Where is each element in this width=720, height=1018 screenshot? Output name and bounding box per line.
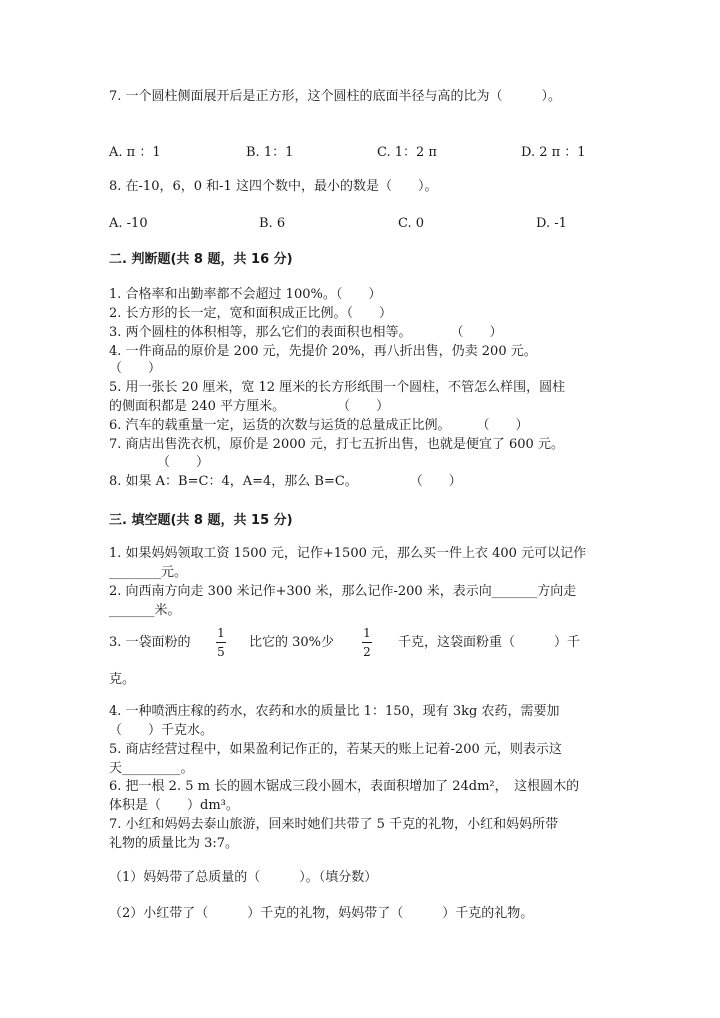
judge-3: 3. 两个圆柱的体积相等，那么它们的表面积也相等。 （ ） xyxy=(109,325,503,340)
fraction-bar xyxy=(216,642,226,643)
q8-stem: 8. 在-10，6，0 和-1 这四个数中，最小的数是（ ）。 xyxy=(109,179,438,194)
fill-4-cont: （ ）千克水。 xyxy=(109,723,214,738)
fraction-bar xyxy=(362,642,372,643)
fill-1: 1. 如果妈妈领取工资 1500 元，记作+1500 元，那么买一件上衣 400 元可以记作 xyxy=(109,546,587,561)
judge-5: 5. 用一张长 20 厘米，宽 12 厘米的长方形纸围一个圆柱，不管怎么样围，圆柱 xyxy=(109,380,566,395)
judge-6: 6. 汽车的载重量一定，运货的次数与运货的总量成正比例。 （ ） xyxy=(109,418,529,433)
fill-2-cont: _______米。 xyxy=(109,603,181,618)
fill-3-part3: 千克，这袋面粉重（ ）千 xyxy=(398,635,581,650)
q8-option-c: C. 0 xyxy=(398,216,425,231)
fraction-one-half xyxy=(362,626,372,659)
fill-6-cont: 体积是（ ）dm³。 xyxy=(109,798,239,813)
fill-2: 2. 向西南方向走 300 米记作+300 米，那么记作-200 米，表示向_______方向走 xyxy=(109,584,577,599)
judge-1: 1. 合格率和出勤率都不会超过 100%。（ ） xyxy=(109,287,382,302)
q7-option-b: B. 1：1 xyxy=(246,145,294,160)
fill-5: 5. 商店经营过程中，如果盈利记作正的，若某天的账上记着-200 元，则表示这 xyxy=(109,742,562,757)
fraction-numerator: 1 xyxy=(363,626,371,640)
judge-4: 4. 一件商品的原价是 200 元，先提价 20%，再八折出售，仍卖 200 元。 xyxy=(109,344,537,359)
fraction-denominator: 2 xyxy=(363,645,371,659)
fraction-denominator: 5 xyxy=(217,645,225,659)
q8-option-b: B. 6 xyxy=(259,216,286,231)
judge-4-paren: （ ） xyxy=(109,361,162,376)
fill-3-cont: 克。 xyxy=(109,672,136,687)
q8-option-a: A. -10 xyxy=(109,216,148,231)
fraction-numerator: 1 xyxy=(217,626,225,640)
judge-5-cont: 的侧面积都是 240 平方厘米。 （ ） xyxy=(109,399,390,414)
judge-7: 7. 商店出售洗衣机，原价是 2000 元，打七五折出售，也就是便宜了 600 元。 xyxy=(109,437,564,452)
q7-option-d: D. 2 π ：1 xyxy=(521,145,586,160)
fill-4: 4. 一种喷洒庄稼的药水，农药和水的质量比 1：150，现有 3kg 农药，需要加 xyxy=(109,704,560,719)
judge-8: 8. 如果 A：B=C：4，A=4，那么 B=C。 （ ） xyxy=(109,474,462,489)
section-fill-title: 三. 填空题(共 8 题，共 15 分) xyxy=(109,513,293,528)
fill-7: 7. 小红和妈妈去泰山旅游，回来时她们共带了 5 千克的礼物，小红和妈妈所带 xyxy=(109,817,559,832)
judge-2: 2. 长方形的长一定，宽和面积成正比例。（ ） xyxy=(109,306,393,321)
fill-3-part2: 比它的 30%少 xyxy=(249,635,335,650)
fill-7-sub-1: （1）妈妈带了总质量的（ ）。（填分数） xyxy=(109,870,378,885)
q7-stem: 7. 一个圆柱侧面展开后是正方形，这个圆柱的底面半径与高的比为（ ）。 xyxy=(109,89,562,104)
fill-1-cont: ________元。 xyxy=(109,565,188,580)
judge-7-paren: （ ） xyxy=(157,455,210,470)
fill-7-cont: 礼物的质量比为 3:7。 xyxy=(109,836,239,851)
fill-6: 6. 把一根 2. 5 m 长的圆木锯成三段小圆木，表面积增加了 24dm²， 这根圆木的 xyxy=(109,779,580,794)
fill-5-cont: 天_________。 xyxy=(109,761,194,776)
q8-option-d: D. -1 xyxy=(536,216,567,231)
fill-7-sub-2: （2）小红带了（ ）千克的礼物，妈妈带了（ ）千克的礼物。 xyxy=(109,906,534,921)
fill-3-part1: 3. 一袋面粉的 xyxy=(109,635,191,650)
q7-option-a: A. π ：1 xyxy=(109,145,161,160)
q7-option-c: C. 1：2 π xyxy=(377,145,437,160)
fraction-one-fifth xyxy=(216,626,226,659)
section-judge-title: 二. 判断题(共 8 题，共 16 分) xyxy=(109,252,293,267)
